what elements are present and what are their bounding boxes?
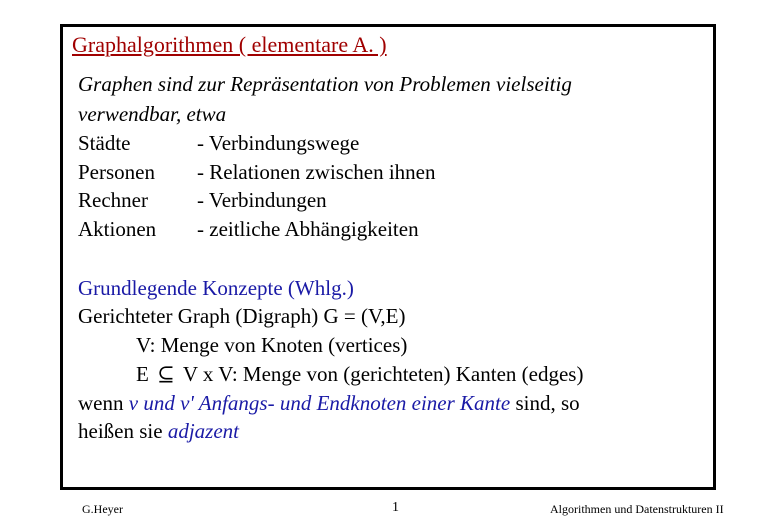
adjacency-suffix: sind, so (510, 391, 580, 415)
slide-title: Graphalgorithmen ( elementare A. ) (72, 32, 387, 57)
adjacency-line-1 (78, 393, 580, 414)
vertices-definition: V: Menge von Knoten (vertices) (136, 333, 408, 357)
footer-author: G.Heyer (82, 502, 123, 516)
intro-line-2: verwendbar, etwa (78, 102, 227, 126)
pair-row (78, 190, 148, 211)
pair-desc: - Verbindungen (197, 188, 327, 212)
footer-course: Algorithmen und Datenstrukturen II (550, 502, 724, 516)
section-heading: Grundlegende Konzepte (Whlg.) (78, 276, 354, 300)
edges-right: V x V: Menge von (gerichteten) Kanten (edges) (182, 362, 584, 386)
adjacency-prefix: wenn (78, 391, 129, 415)
adjacency-line-2 (78, 421, 239, 442)
footer-page-number: 1 (392, 500, 399, 515)
pair-term: Rechner (78, 188, 148, 212)
pair-desc: - Verbindungswege (197, 131, 360, 155)
pair-row (78, 162, 155, 183)
pair-row (78, 219, 156, 240)
pair-desc: - Relationen zwischen ihnen (197, 160, 436, 184)
adjacency-emphasis: v und v' Anfangs- und Endknoten einer Kante (128, 391, 511, 415)
edges-definition (136, 364, 583, 385)
edges-left: E (136, 362, 149, 386)
digraph-definition: Gerichteter Graph (Digraph) G = (V,E) (78, 304, 406, 328)
pair-row (78, 133, 131, 154)
intro-line-1: Graphen sind zur Repräsentation von Problemen vielseitig (78, 72, 572, 96)
pair-desc: - zeitliche Abhängigkeiten (197, 217, 419, 241)
adjacency-prefix: heißen sie (78, 419, 168, 443)
subset-symbol: ⊆ (157, 362, 175, 386)
pair-term: Aktionen (78, 217, 157, 241)
pair-term: Städte (78, 131, 131, 155)
pair-term: Personen (78, 160, 155, 184)
adjacent-term: adjazent (167, 419, 239, 443)
